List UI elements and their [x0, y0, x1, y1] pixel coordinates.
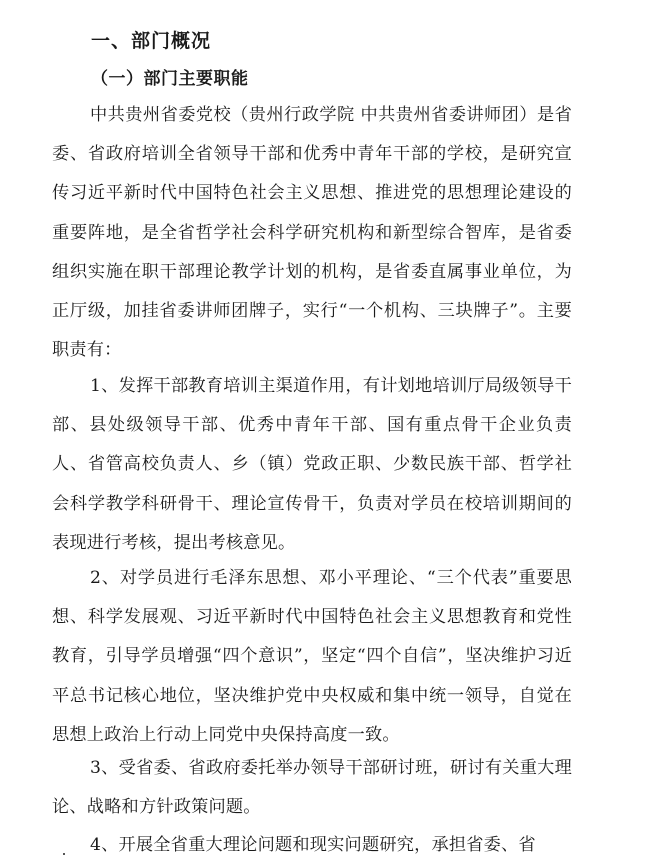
scan-speck [63, 853, 65, 855]
paragraph-intro: 中共贵州省委党校（贵州行政学院 中共贵州省委讲师团）是省委、省政府培训全省领导干部和优秀中青年干部的学校，是研究宣传习近平新时代中国特色社会主义思想、推进党的思想理论建设的重要阵地，是全省哲学社会科学研究机构和新型综合智库，是省委组织实施在职干部理论教学计划的机构，是省委直属事业单位，为正厅级，加挂省委讲师团牌子，实行“一个机构、三块牌子”。主要职责有： [52, 105, 572, 361]
section-heading: 一、部门概况 [91, 30, 212, 52]
paragraph-duty-4: 4、开展全省重大理论问题和现实问题研究，承担省委、省 [90, 835, 536, 855]
paragraph-duty-2: 2、对学员进行毛泽东思想、邓小平理论、“三个代表”重要思想、科学发展观、习近平新时代中国特色社会主义思想教育和党性教育，引导学员增强“四个意识”，坚定“四个自信”，坚决维护习近平总书记核心地位，坚决维护党中央权威和集中统一领导，自觉在思想上政治上行动上同党中央保持高度一致。 [52, 568, 572, 745]
subsection-heading: （一）部门主要职能 [91, 69, 249, 89]
paragraph-duty-1: 1、发挥干部教育培训主渠道作用，有计划地培训厅局级领导干部、县处级领导干部、优秀中青年干部、国有重点骨干企业负责人、省管高校负责人、乡（镇）党政正职、少数民族干部、哲学社会科学教学科研骨干、理论宣传骨干，负责对学员在校培训期间的表现进行考核，提出考核意见。 [52, 376, 572, 553]
paragraph-duty-3: 3、受省委、省政府委托举办领导干部研讨班，研讨有关重大理论、战略和方针政策问题。 [52, 758, 572, 818]
